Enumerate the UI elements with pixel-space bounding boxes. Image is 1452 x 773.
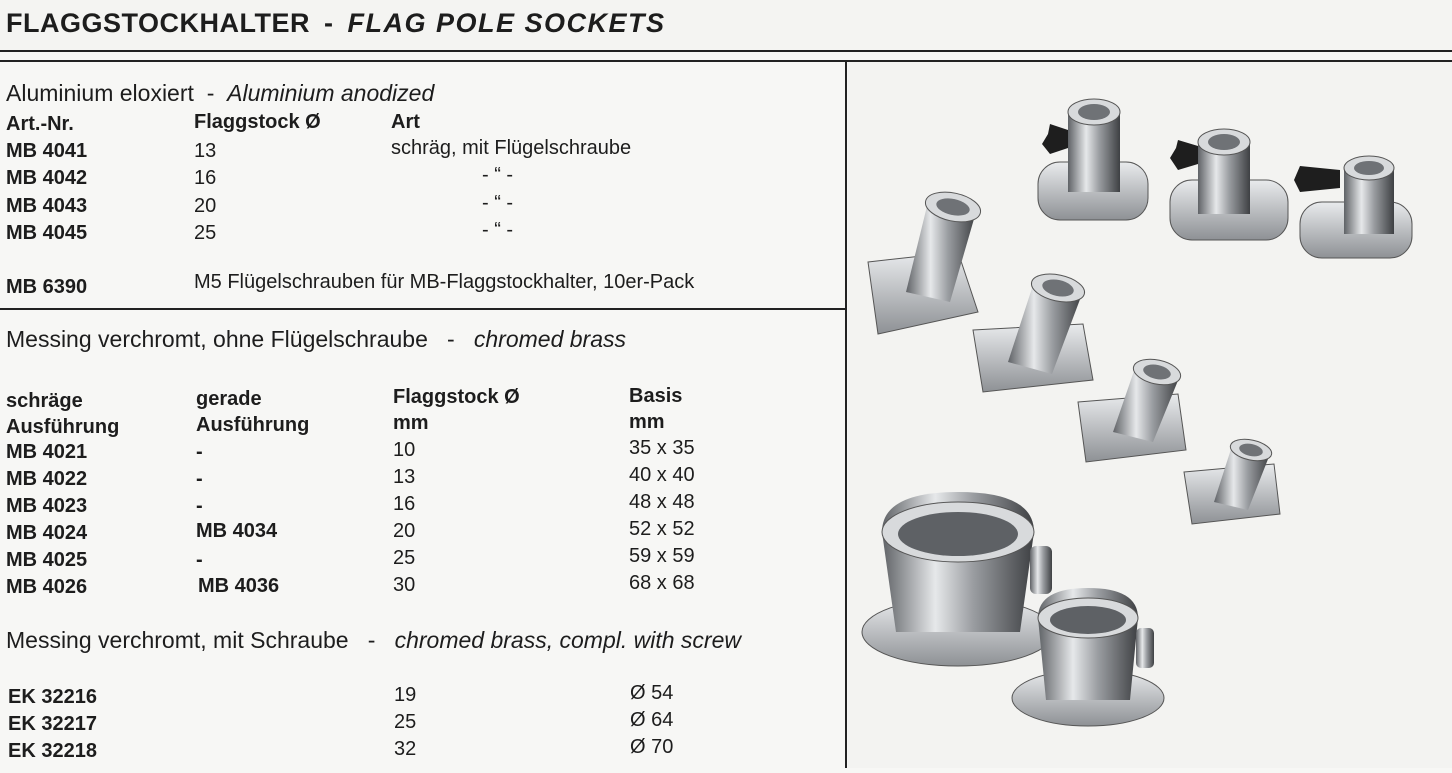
- socket-angled-1: [868, 187, 983, 334]
- title-german: FLAGGSTOCKHALTER: [6, 8, 310, 38]
- section2-heading: Messing verchromt, ohne Flügelschraube - chromed brass: [6, 326, 627, 352]
- socket-straight-1: [1038, 99, 1148, 220]
- section1-col-art: Art: [391, 111, 420, 133]
- table-row: EK 32218: [8, 740, 97, 762]
- col-label: Ausführung: [196, 414, 310, 436]
- table-cell: 10: [393, 439, 416, 461]
- table-row: MB 4024: [6, 522, 88, 544]
- col-label: Flaggstock Ø: [393, 386, 520, 408]
- socket-round-large: [862, 492, 1054, 666]
- col-label: mm: [393, 412, 429, 434]
- section-divider: [0, 308, 845, 310]
- socket-round-small: [1012, 588, 1164, 726]
- page-title: [6, 8, 666, 39]
- table-cell: Ø 70: [630, 736, 674, 758]
- table-cell: 13: [393, 466, 416, 488]
- socket-straight-3: [1294, 156, 1412, 258]
- table-cell: MB 4034: [196, 520, 278, 542]
- table-cell: 25: [394, 711, 417, 733]
- table-cell: -: [196, 495, 203, 517]
- table-cell: 30: [393, 574, 416, 596]
- table-row: MB 4026: [6, 576, 88, 598]
- table-row: MB 4025: [6, 549, 88, 571]
- title-separator: -: [324, 8, 334, 38]
- table-cell: 13: [194, 140, 217, 162]
- table-cell: 25: [194, 222, 217, 244]
- table-cell: 48 x 48: [629, 491, 695, 513]
- table-row: MB 4045: [6, 222, 88, 244]
- product-photo: [848, 62, 1452, 768]
- flag-pole-sockets-illustration: [848, 62, 1452, 768]
- socket-straight-2: [1170, 129, 1288, 240]
- socket-angled-4: [1184, 436, 1280, 524]
- socket-angled-3: [1078, 355, 1186, 462]
- table-cell: - “ -: [482, 164, 514, 186]
- table-cell: - “ -: [482, 192, 514, 214]
- table-row: EK 32216: [8, 686, 97, 708]
- table-row: MB 4021: [6, 441, 88, 463]
- table-cell: 68 x 68: [629, 572, 695, 594]
- accessory-art: MB 6390: [6, 276, 88, 298]
- title-english: FLAG POLE SOCKETS: [347, 8, 666, 38]
- table-cell: 25: [393, 547, 416, 569]
- table-row: MB 4042: [6, 167, 88, 189]
- table-cell: Ø 64: [630, 709, 674, 731]
- table-row: MB 4022: [6, 468, 88, 490]
- table-row: MB 4023: [6, 495, 88, 517]
- table-cell: -: [196, 468, 203, 490]
- table-cell: 16: [194, 167, 217, 189]
- section2-col-gerade: [196, 386, 309, 438]
- table-cell: 20: [393, 520, 416, 542]
- table-cell: 52 x 52: [629, 518, 695, 540]
- section1-heading: Aluminium eloxiert - Aluminium anodized: [6, 80, 435, 106]
- table-cell: 16: [393, 493, 416, 515]
- section1-col-flaggstock: Flaggstock Ø: [194, 111, 321, 133]
- table-cell: 59 x 59: [629, 545, 695, 567]
- table-row: EK 32217: [8, 713, 97, 735]
- col-label: mm: [629, 411, 665, 433]
- table-cell: 40 x 40: [629, 464, 695, 486]
- section2-col-flaggstock: [393, 384, 520, 436]
- col-label: schräge: [6, 390, 83, 412]
- section3-heading: Messing verchromt, mit Schraube - chromed brass, compl. with screw: [6, 627, 741, 653]
- section1-col-artnr: Art.-Nr.: [6, 113, 74, 135]
- socket-angled-2: [973, 270, 1093, 392]
- col-label: Ausführung: [6, 416, 120, 438]
- table-row: MB 4043: [6, 195, 88, 217]
- table-cell: 35 x 35: [629, 437, 695, 459]
- table-cell: - “ -: [482, 219, 514, 241]
- table-cell: -: [196, 549, 203, 571]
- table-cell: 32: [394, 738, 417, 760]
- table-cell: 20: [194, 195, 217, 217]
- table-row: MB 4041: [6, 140, 88, 162]
- col-label: Basis: [629, 385, 683, 407]
- table-cell: -: [196, 441, 203, 463]
- accessory-description: M5 Flügelschrauben für MB-Flaggstockhalter, 10er-Pack: [194, 271, 695, 293]
- table-cell: MB 4036: [198, 575, 280, 597]
- table-cell: schräg, mit Flügelschraube: [391, 137, 632, 159]
- table-cell: 19: [394, 684, 417, 706]
- table-cell: Ø 54: [630, 682, 674, 704]
- section2-col-schraege: [6, 388, 119, 440]
- col-label: gerade: [196, 388, 262, 410]
- section2-col-basis: [629, 383, 682, 435]
- column-divider: [845, 60, 847, 768]
